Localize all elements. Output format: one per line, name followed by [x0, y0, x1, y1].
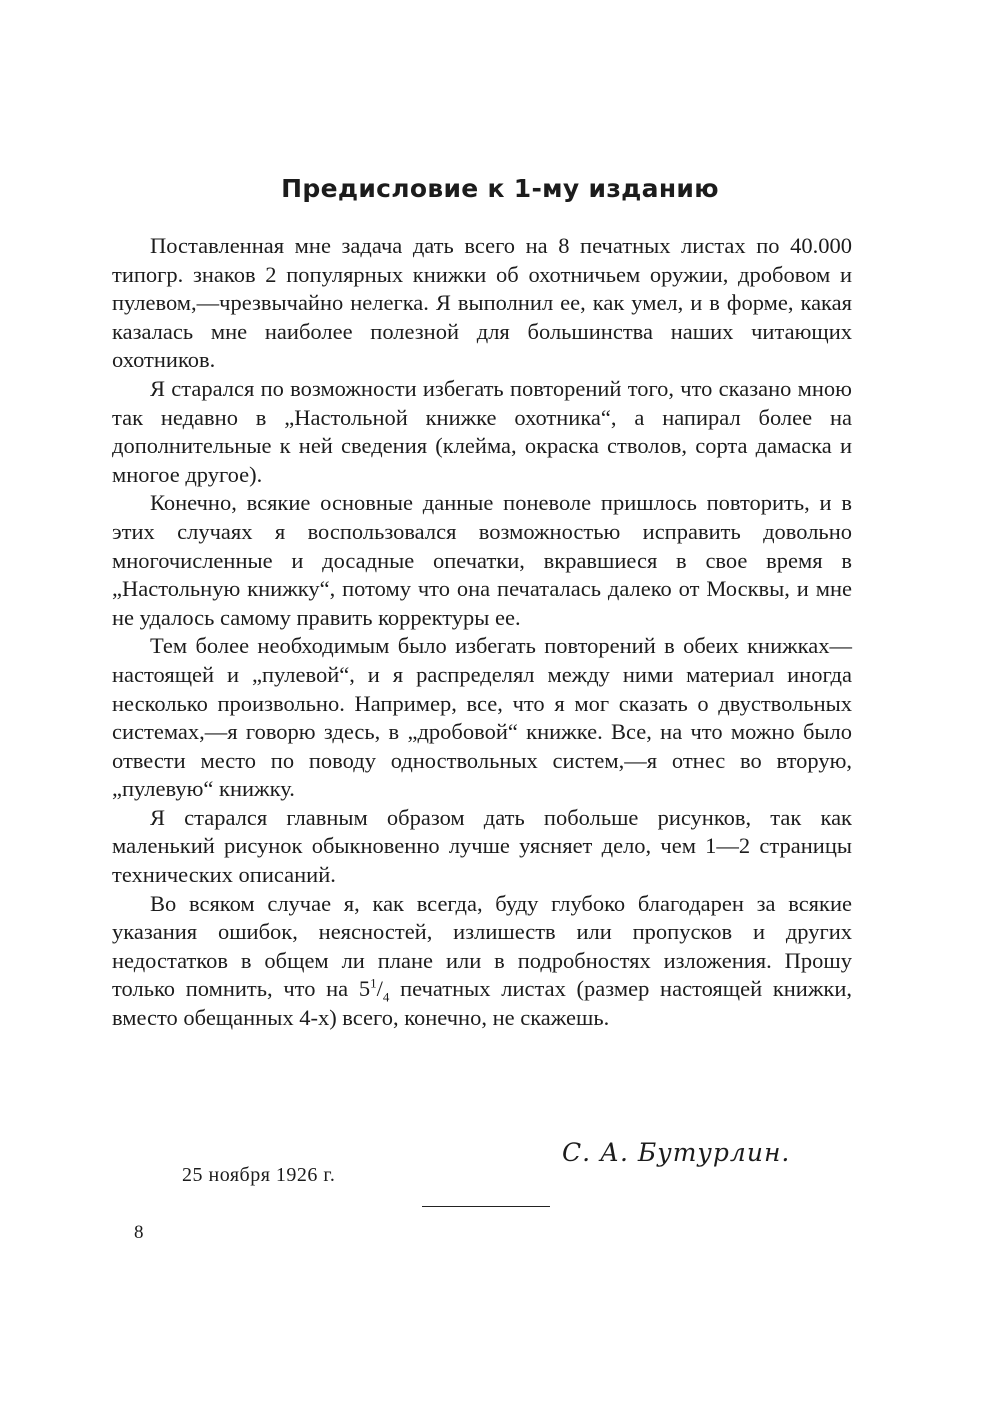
- author-signature: С. А. Бутурлин.: [562, 1138, 791, 1167]
- page-number: 8: [134, 1222, 144, 1243]
- paragraph: Я старался по возможности избегать повторений того, что сказано мною так недавно в „Настольной книжке охотника“, а напирал более на дополнительные к ней сведения (клейма, окраска стволов, сорта дамаска и многое другое).: [112, 375, 852, 487]
- preface-body: [112, 232, 852, 1033]
- fraction-denominator: 4: [382, 989, 390, 1005]
- page-title: Предисловие к 1-му изданию: [281, 174, 719, 203]
- paragraph: Конечно, всякие основные данные поневоле пришлось повторить, и в этих случаях я воспользовался возможностью исправить довольно многочисленные и досадные опечатки, вкравшиеся в свое время в „Настольную книжку“, потому что она печаталась далеко от Москвы, и мне не удалось самому править корректуры ее.: [112, 490, 852, 630]
- paragraph-last-text-end: печатных листах (размер настоящей книжки, вместо обещанных 4-х) всего, конечно, не скажешь.: [112, 976, 852, 1031]
- fraction-numerator: 1: [370, 975, 377, 991]
- paragraph-last: [112, 890, 852, 1033]
- paragraph: Поставленная мне задача дать всего на 8 печатных листах по 40.000 типогр. знаков 2 популярных книжки об охотничьем оружии, дробовом и пулевом,—чрезвычайно нелегка. Я выполнил ее, как умел, и в форме, какая казалась мне наиболее полезной для большинства наших читающих охотников.: [112, 233, 852, 373]
- paragraph: Я старался главным образом дать побольше рисунков, так как маленький рисунок обыкновенно лучше уясняет дело, чем 1—2 страницы технических описаний.: [112, 804, 852, 888]
- paragraph: Тем более необходимым было избегать повторений в обеих книжках—настоящей и „пулевой“, и я распределял между ними материал иногда несколько произвольно. Например, все, что я мог сказать о двуствольных системах,—я говорю здесь, в „дробовой“ книжке. Все, на что можно было отвести место по поводу одноствольных систем,—я отнес во вторую, „пулевую“ книжку.: [112, 633, 852, 802]
- paragraph-last-text: Во всяком случае я, как всегда, буду глубоко благодарен за всякие указания ошибок, неясностей, излишеств или пропусков и других недостатков в общем ли плане или в подробностях изложения. Прошу только помнить, что на 5: [112, 890, 852, 1002]
- section-divider: [422, 1206, 550, 1207]
- fraction-slash: /: [376, 976, 383, 1002]
- date-line: 25 ноября 1926 г.: [182, 1164, 336, 1186]
